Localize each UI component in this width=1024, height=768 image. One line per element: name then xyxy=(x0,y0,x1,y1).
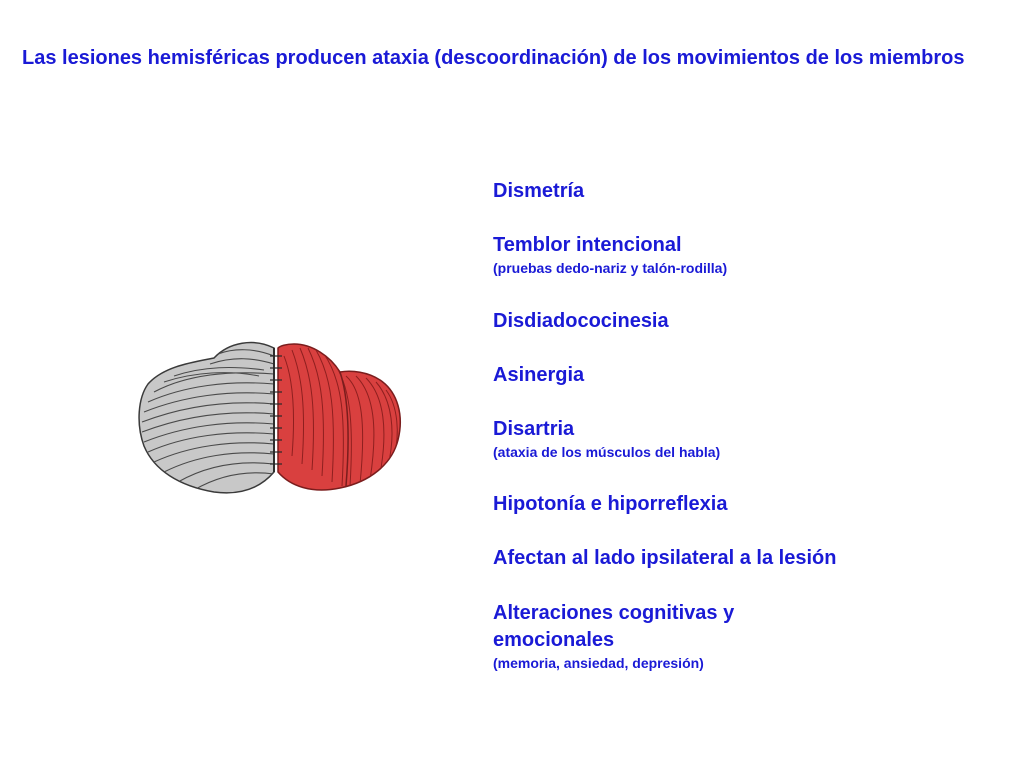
symptom-note: (ataxia de los músculos del habla) xyxy=(493,444,721,460)
left-hemisphere xyxy=(139,343,274,493)
symptom-title: Disdiadococinesia xyxy=(493,310,669,332)
symptom-asinergia xyxy=(493,362,584,389)
symptom-title: Asinergia xyxy=(493,364,585,386)
symptom-ipsilateral xyxy=(493,545,836,572)
symptom-disartria xyxy=(493,416,720,461)
symptom-title: Afectan al lado ipsilateral a la lesión xyxy=(493,547,837,569)
symptom-title: Alteraciones cognitivas y emocionales xyxy=(493,602,735,651)
symptom-hipotonia xyxy=(493,491,727,518)
symptom-title: Disartria xyxy=(493,418,575,440)
symptom-note: (memoria, ansiedad, depresión) xyxy=(493,655,704,671)
symptom-title: Dismetría xyxy=(493,180,585,202)
cerebellum-illustration xyxy=(134,336,404,502)
symptom-disdiadococinesia xyxy=(493,308,669,335)
symptom-note: (pruebas dedo-nariz y talón-rodilla) xyxy=(493,260,728,276)
right-hemisphere-lesion xyxy=(278,344,400,490)
slide-title: Las lesiones hemisféricas producen ataxia (descoordinación) de los movimientos de los miembros xyxy=(22,47,965,69)
symptom-dismetria xyxy=(493,178,584,205)
symptom-alteraciones-cognitivas xyxy=(493,600,793,672)
symptom-title: Hipotonía e hiporreflexia xyxy=(493,493,728,515)
symptom-temblor-intencional xyxy=(493,232,727,277)
symptom-title: Temblor intencional xyxy=(493,234,682,256)
